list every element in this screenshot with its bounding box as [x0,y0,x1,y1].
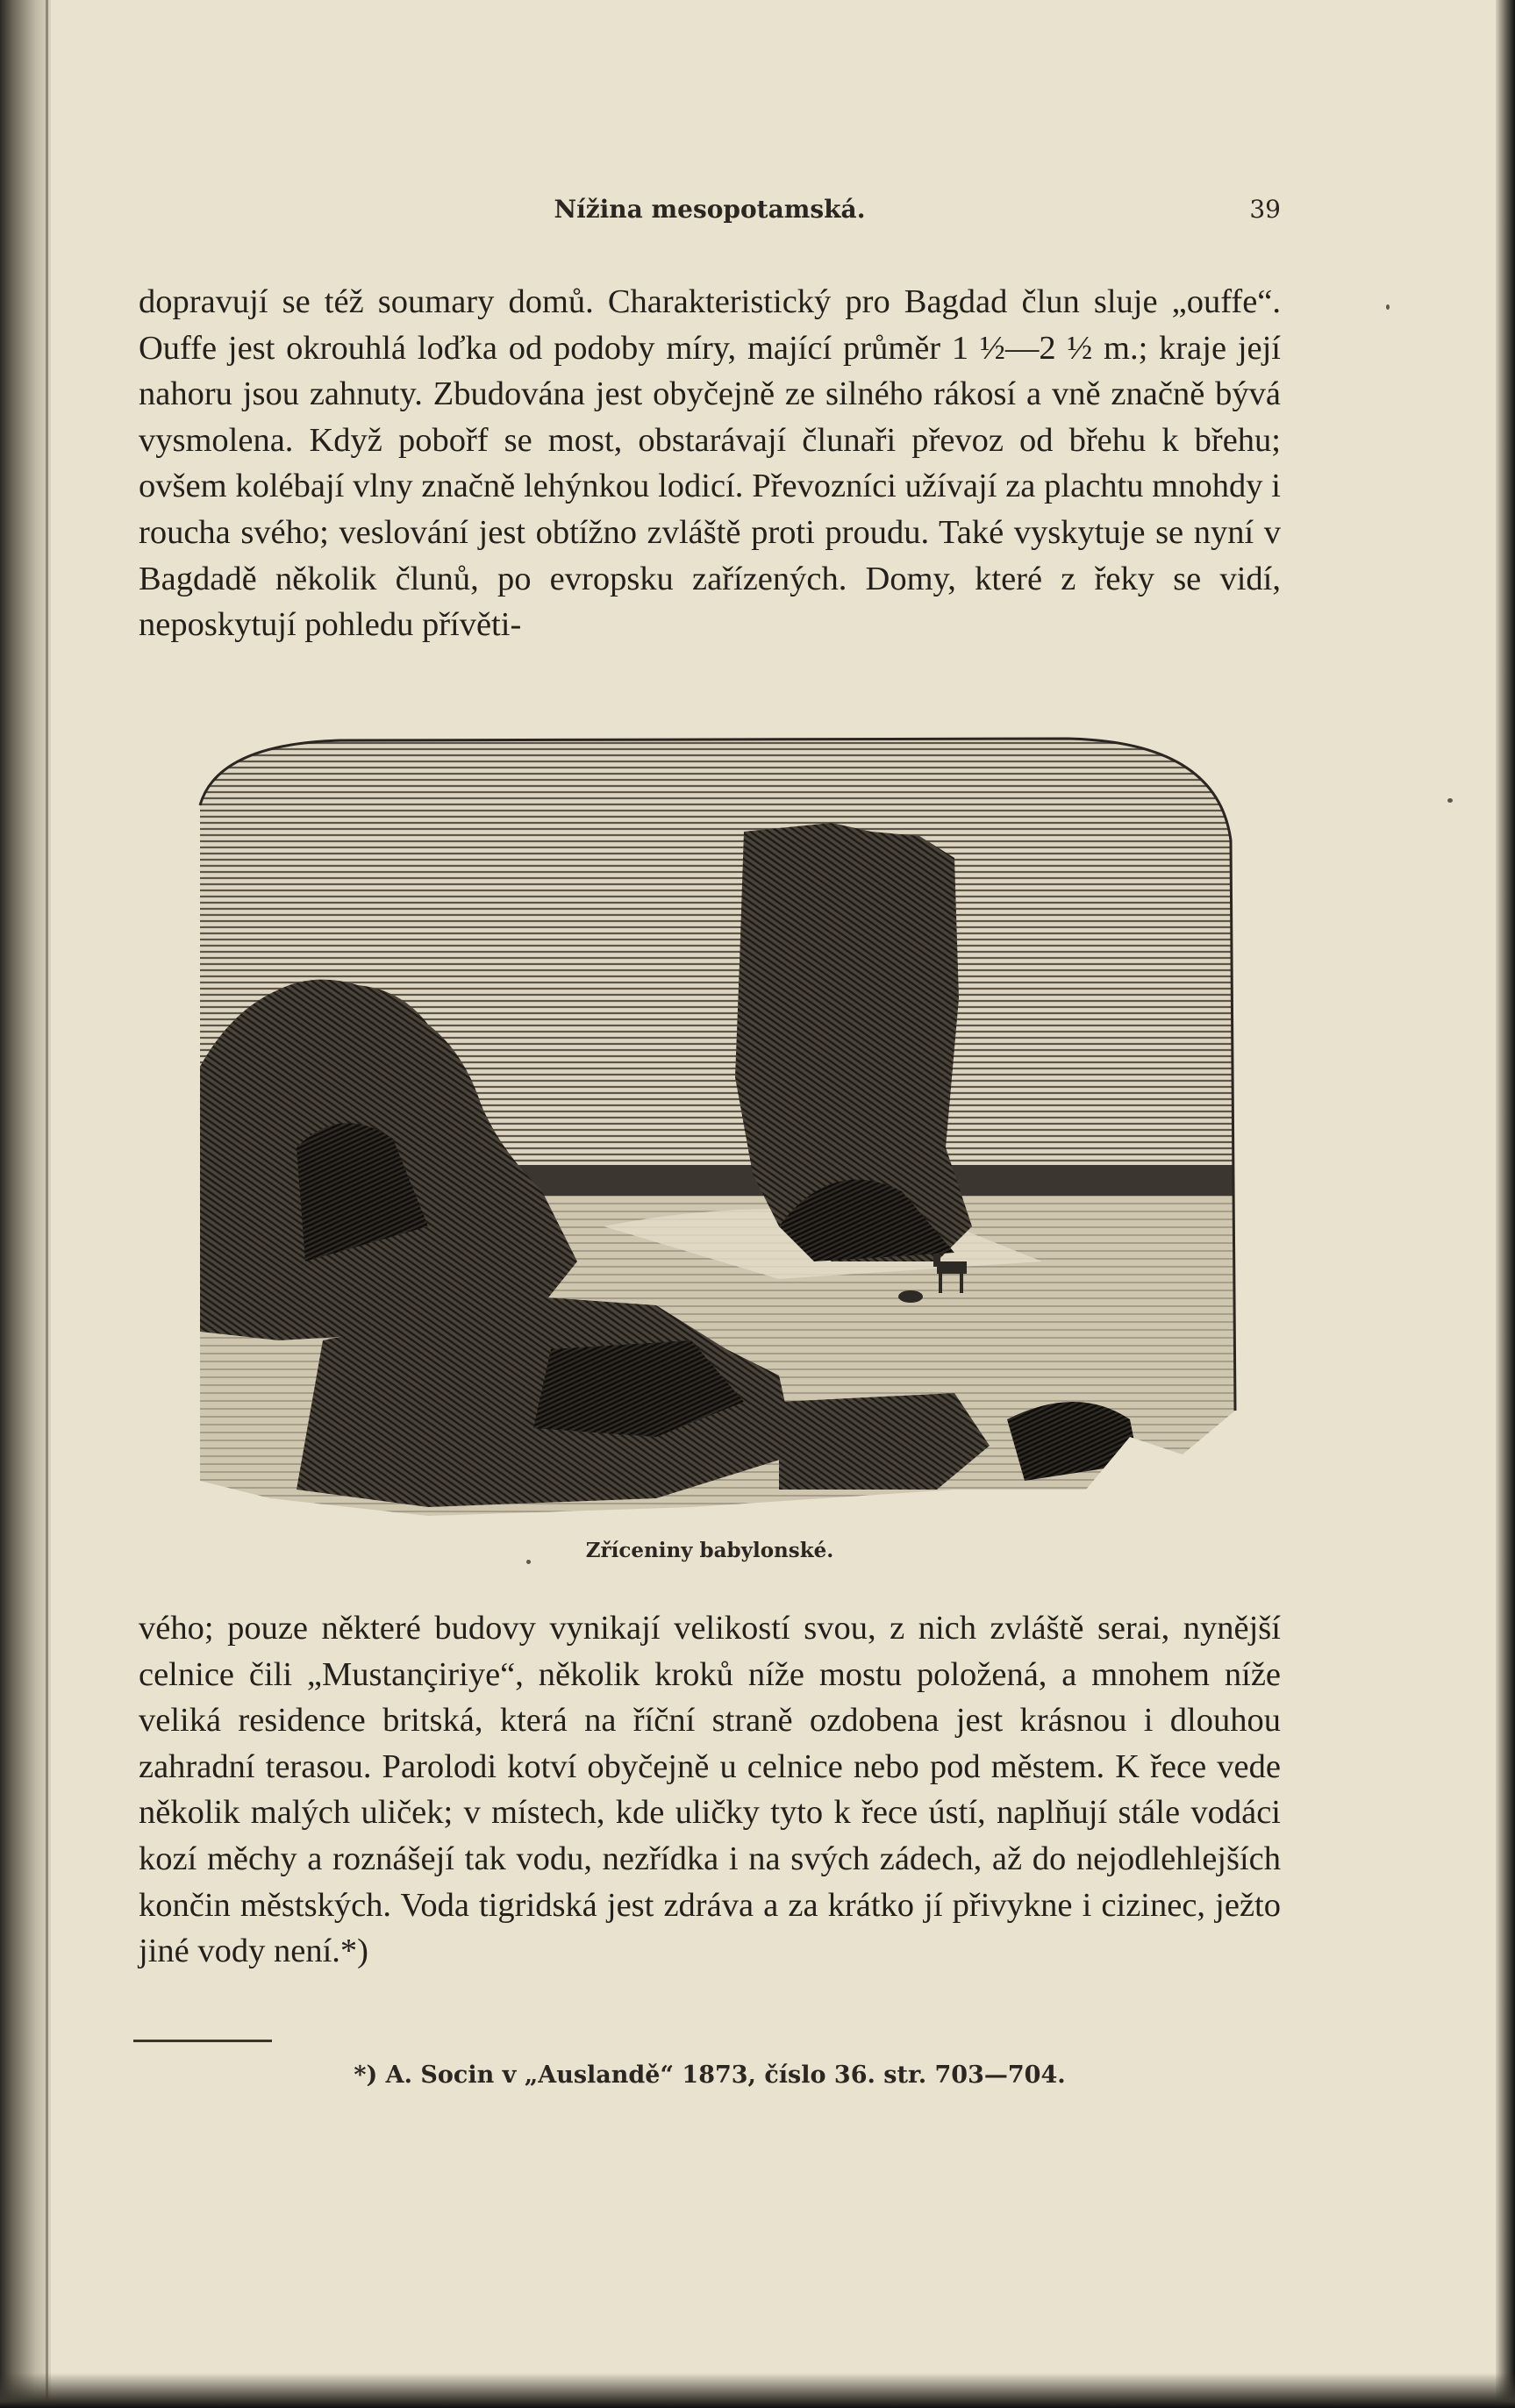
running-head: Nížina mesopotamská. [554,195,866,224]
footnote: *) A. Socin v „Auslandě“ 1873, číslo 36. str. 703—704. [354,2061,1066,2089]
paragraph-before-figure [139,279,1281,648]
scan-speck [526,1560,531,1564]
scan-speck [1386,304,1390,310]
gutter-shadow-line [46,0,48,2408]
page-right-edge [1496,0,1515,2408]
paragraph-text: dopravují se též soumary domů. Charakteristický pro Bagdad člun sluje „ouffe“. Ouffe jest okrouhlá loďka od podoby míry, mající průměr 1 ½—2 ½ m.; kraje její nahoru jsou zahnuty. Zbudována jest obyčejně ze silného rákosí a vně značně bývá vysmolena. Když pobořf se most, obstarávají člunaři převoz od břehu k břehu; ovšem kolébají vlny značně lehýnkou lodicí. Převozníci užívají za plachtu mnohdy i roucha svého; veslování jest obtížno zvláště proti proudu. Také vyskytuje se nyní v Bagdadě několik člunů, po evropsku zařízených. Domy, které z řeky se vidí, neposkytují pohledu přívěti- [139,283,1281,644]
ruins-illustration [165,735,1246,1526]
engraving-figure [165,735,1246,1526]
page-header [139,195,1281,230]
page-bottom-edge [0,2373,1515,2408]
book-gutter [0,0,51,2408]
paragraph-text: vého; pouze některé budovy vynikají velikostí svou, z nich zvláště serai, nynější celnice čili „Mustançiriye“, několik kroků níže mostu položená, a mnohem níže veliká residence britská, která na říční straně ozdobena jest krásnou i dlouhou zahradní terasou. Parolodi kotví obyčejně u celnice nebo pod městem. K řece vede několik malých uliček; v místech, kde uličky tyto k řece ústí, naplňují stále vodáci kozí měchy a roznášejí tak vodu, nezřídka i na svých zádech, až do nejodlehlejších končin městských. Voda tigridská jest zdráva a za krátko jí přivykne i cizinec, ježto jiné vody není.*) [139,1610,1281,1970]
scan-speck [1447,798,1453,803]
paragraph-after-figure [139,1605,1281,1975]
footnote-rule [133,2040,272,2042]
figure-caption: Zříceniny babylonské. [585,1539,834,1562]
page-number: 39 [1249,195,1281,224]
